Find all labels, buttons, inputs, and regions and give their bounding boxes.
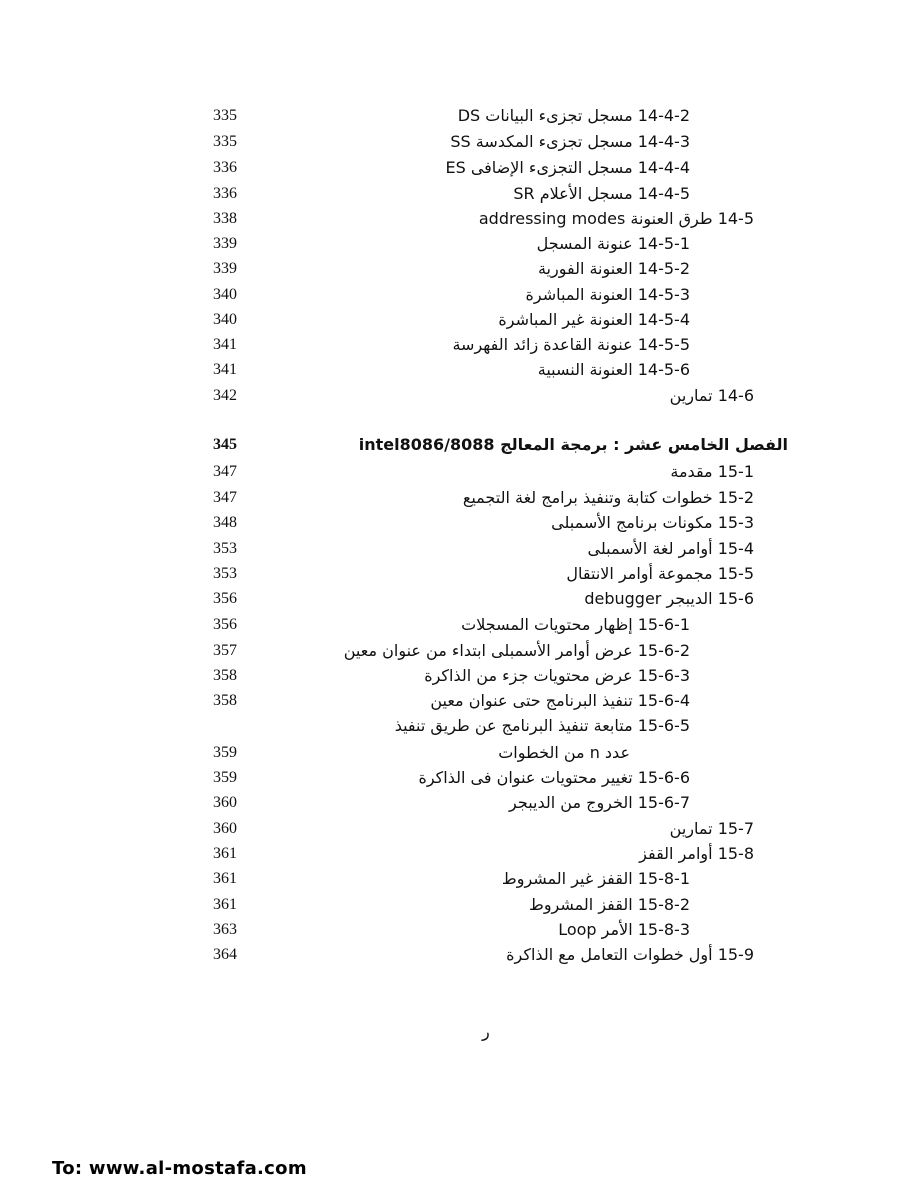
toc-page-number: 360 [213,820,237,837]
toc-entry-row [0,586,918,612]
toc-entry-row [0,638,918,664]
toc-entry-title: 15-6-7 الخروج من الديبجر [509,793,690,812]
toc-entry-row [0,206,918,232]
toc-entry-title: 15-6-6 تغيير محتويات عنوان فى الذاكرة [418,768,690,787]
toc-entry-row [0,103,918,129]
toc-entry-title: 14-5-1 عنونة المسجل [536,234,690,253]
toc-entry-row [0,816,918,842]
toc-page-number: 357 [213,642,237,659]
toc-page-number: 363 [213,921,237,938]
toc-entry-title: 14-4-2 مسجل تجزىء البيانات DS [457,106,690,125]
toc-entry-row [0,332,918,358]
toc-page-number: 345 [213,436,237,453]
toc-page-number: 347 [213,463,237,480]
toc-entry-row [0,485,918,511]
toc-page-number: 356 [213,616,237,633]
toc-entry-title: 15-8-3 الأمر Loop [558,920,690,939]
toc-page-number: 335 [213,133,237,150]
toc-entry-title: 14-4-5 مسجل الأعلام SR [513,184,690,203]
toc-entry-row [0,510,918,536]
toc-entry-title: 15-3 مكونات برنامج الأسمبلى [551,513,754,532]
toc-page-number: 359 [213,744,237,761]
toc-entry-row [0,765,918,791]
toc-page-number: 358 [213,667,237,684]
toc-entry-title: 15-6-4 تنفيذ البرنامج حتى عنوان معين [430,691,690,710]
toc-entry-title: 15-6-3 عرض محتويات جزء من الذاكرة [424,666,690,685]
toc-entry-row [0,612,918,638]
toc-entry-title: 15-5 مجموعة أوامر الانتقال [566,564,754,583]
toc-entry-title: 15-1 مقدمة [670,462,754,481]
toc-entry-row [0,357,918,383]
toc-page-number: 342 [213,387,237,404]
toc-page-number: 347 [213,489,237,506]
toc-entry-row [0,917,918,943]
toc-page-number: 353 [213,540,237,557]
toc-entry-row [0,256,918,282]
toc-entry-title: 15-4 أوامر لغة الأسمبلى [587,539,754,558]
chapter-heading-row [0,432,918,458]
toc-entry-title: 15-6-1 إظهار محتويات المسجلات [461,615,690,634]
toc-entry-row [0,942,918,968]
toc-entry-title: 14-5-5 عنونة القاعدة زائد الفهرسة [452,335,690,354]
toc-entry-row [0,307,918,333]
toc-entry-title: 15-8-2 القفز المشروط [529,895,690,914]
toc-entry-row [0,892,918,918]
website-watermark: To: www.al-mostafa.com [52,1158,307,1179]
toc-page-number: 356 [213,590,237,607]
toc-entry-row [0,663,918,689]
toc-entry-row [0,181,918,207]
toc-entry-title: عدد n من الخطوات [498,743,630,762]
toc-page-number: 336 [213,159,237,176]
toc-page-number: 340 [213,311,237,328]
toc-entry-title: 15-6-5 متابعة تنفيذ البرنامج عن طريق تنفيذ [394,716,690,735]
toc-entry-title: 14-5 طرق العنونة addressing modes [478,209,754,228]
toc-page-number: 340 [213,286,237,303]
toc-entry-title: 14-4-4 مسجل التجزىء الإضافى ES [445,158,690,177]
toc-page-number: 361 [213,896,237,913]
toc-page-number: 348 [213,514,237,531]
toc-entry-title: 14-6 تمارين [669,386,754,405]
toc-entry-row [0,866,918,892]
toc-page-number: 360 [213,794,237,811]
toc-page-number: 339 [213,260,237,277]
toc-entry-title: 14-5-3 العنونة المباشرة [525,285,690,304]
toc-page-number: 335 [213,107,237,124]
toc-page-number: 336 [213,185,237,202]
toc-entry-row [0,688,918,714]
toc-entry-title: 15-8-1 القفز غير المشروط [501,869,690,888]
toc-entry-title: 14-5-6 العنونة النسبية [537,360,690,379]
toc-entry-row [0,129,918,155]
toc-entry-title: 15-9 أول خطوات التعامل مع الذاكرة [506,945,754,964]
toc-entry-row [0,740,918,766]
toc-entry-row [0,561,918,587]
toc-page-number: 358 [213,692,237,709]
toc-entry-title: 14-5-4 العنونة غير المباشرة [498,310,690,329]
toc-entry-title: 15-7 تمارين [669,819,754,838]
toc-entry-row [0,713,918,739]
toc-page-number: 361 [213,845,237,862]
toc-entry-row [0,231,918,257]
toc-entry-row [0,536,918,562]
toc-entry-row [0,790,918,816]
toc-page-number: 361 [213,870,237,887]
toc-page-number: 353 [213,565,237,582]
toc-page-number: 339 [213,235,237,252]
toc-entry-row [0,841,918,867]
toc-entry-title: 15-6 الديبجر debugger [584,589,754,608]
toc-entry-title: الفصل الخامس عشر : برمجة المعالج intel8086/8088 [358,435,788,454]
toc-entry-row [0,459,918,485]
toc-page-number: 364 [213,946,237,963]
toc-entry-title: 15-8 أوامر القفز [639,844,754,863]
toc-page-number: 359 [213,769,237,786]
toc-entry-title: 14-5-2 العنونة الفورية [537,259,690,278]
toc-page-number: 338 [213,210,237,227]
toc-page-number: 341 [213,361,237,378]
toc-entry-row [0,383,918,409]
page-marker: ر [482,1022,490,1041]
toc-entry-title: 15-6-2 عرض أوامر الأسمبلى ابتداء من عنوان معين [343,641,690,660]
toc-entry-title: 15-2 خطوات كتابة وتنفيذ برامج لغة التجميع [462,488,754,507]
toc-entry-title: 14-4-3 مسجل تجزىء المكدسة SS [450,132,690,151]
toc-entry-row [0,155,918,181]
toc-entry-row [0,282,918,308]
toc-page-number: 341 [213,336,237,353]
